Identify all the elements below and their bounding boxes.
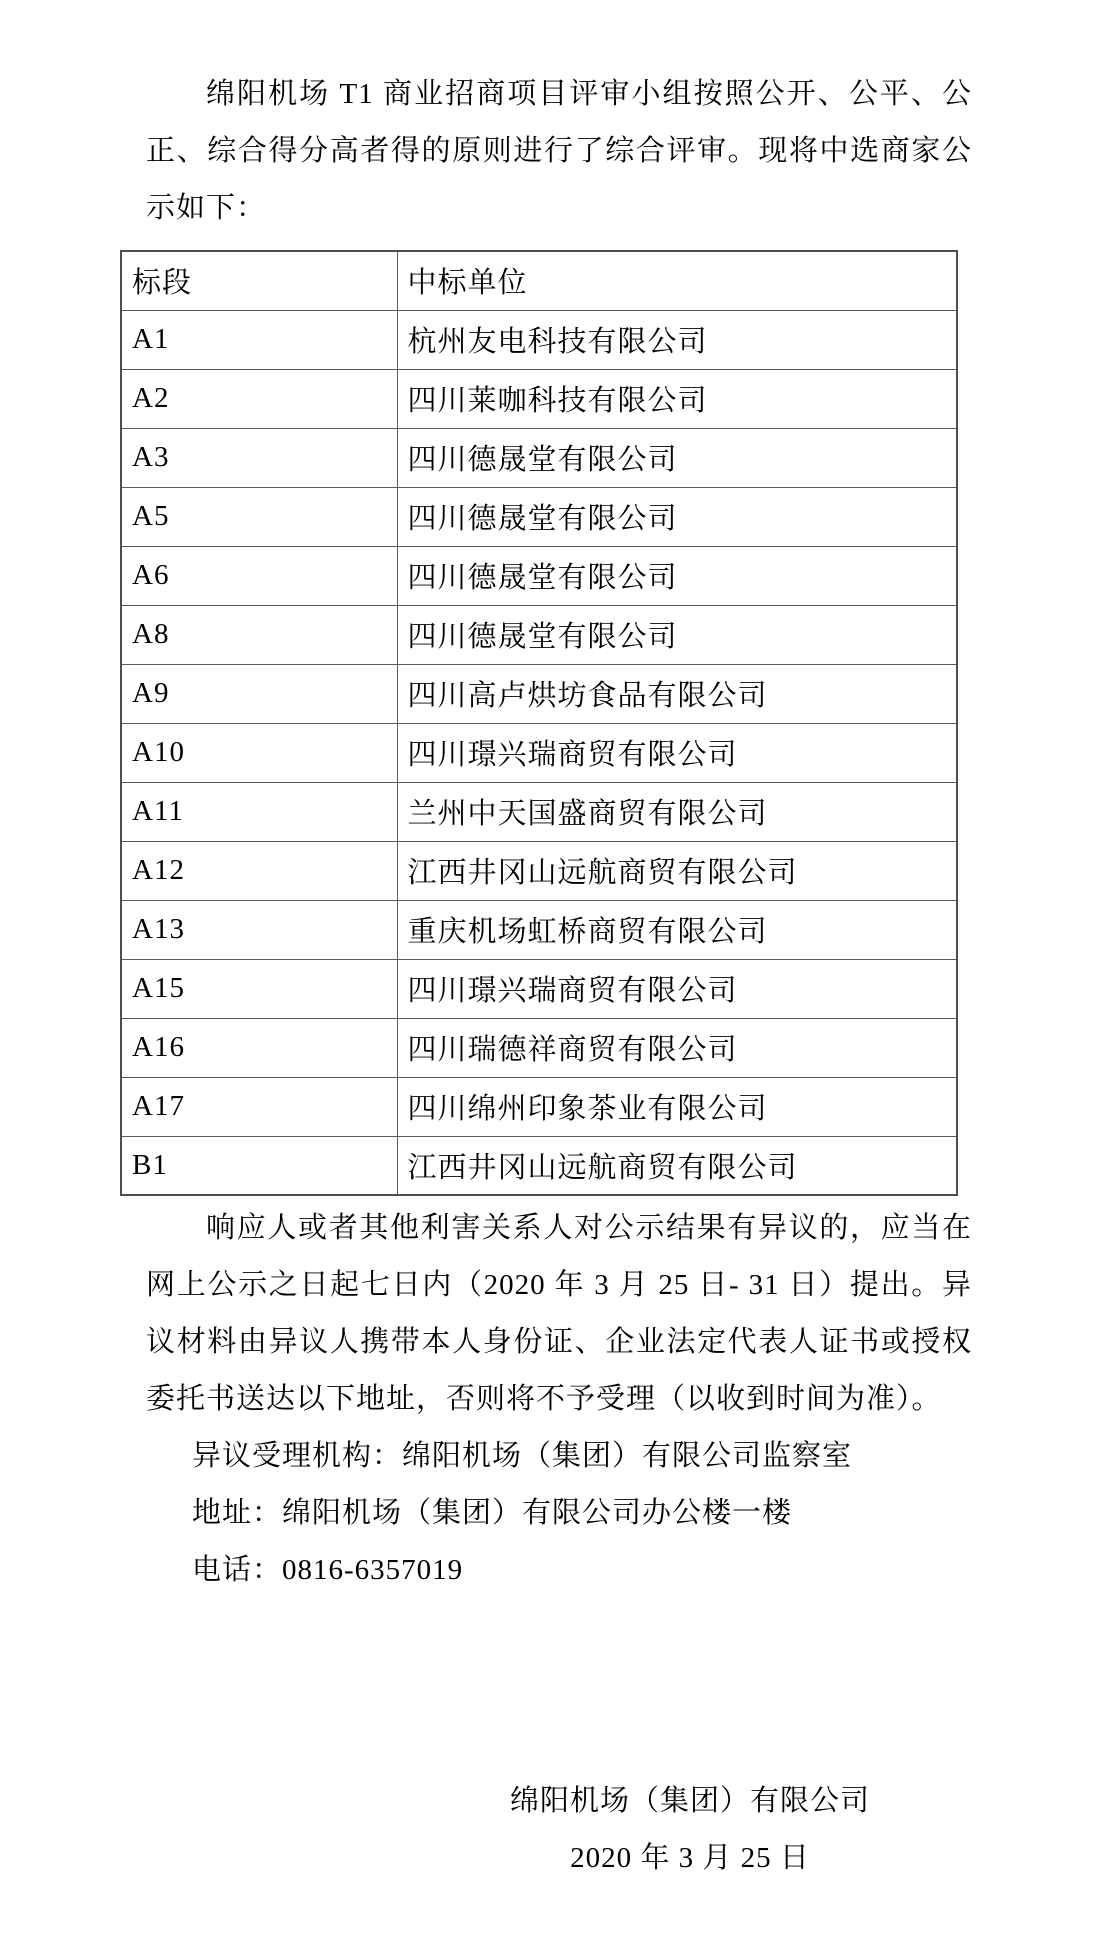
objection-address-line: 地址：绵阳机场（集团）有限公司办公楼一楼: [192, 1497, 793, 1529]
section-cell: A5: [121, 487, 397, 546]
section-cell: A16: [121, 1018, 397, 1077]
winner-cell: 江西井冈山远航商贸有限公司: [397, 841, 957, 900]
section-cell: A9: [121, 664, 397, 723]
winner-cell: 四川璟兴瑞商贸有限公司: [397, 959, 957, 1018]
section-cell: A11: [121, 782, 397, 841]
table-row: [121, 1077, 957, 1136]
table-row: [121, 428, 957, 487]
signature-date: 2020 年 3 月 25 日: [570, 1842, 810, 1874]
winner-cell: 四川德晟堂有限公司: [397, 605, 957, 664]
column-header-winner: 中标单位: [397, 251, 957, 310]
table-row: [121, 1136, 957, 1195]
table-row: [121, 723, 957, 782]
section-cell: A13: [121, 900, 397, 959]
winner-cell: 四川莱咖科技有限公司: [397, 369, 957, 428]
winner-cell: 四川高卢烘坊食品有限公司: [397, 664, 957, 723]
table-row: [121, 1018, 957, 1077]
section-cell: A1: [121, 310, 397, 369]
objection-agency-line: 异议受理机构：绵阳机场（集团）有限公司监察室: [192, 1440, 853, 1472]
table-row: [121, 369, 957, 428]
winner-cell: 四川德晟堂有限公司: [397, 546, 957, 605]
section-cell: A12: [121, 841, 397, 900]
signature-block: [400, 1773, 980, 1887]
objection-phone-line: 电话：0816-6357019: [192, 1554, 464, 1586]
section-cell: A10: [121, 723, 397, 782]
intro-paragraph: 绵阳机场 T1 商业招商项目评审小组按照公开、公平、公正、综合得分高者得的原则进行了综合评审。现将中选商家公示如下：: [146, 78, 972, 224]
section-cell: A6: [121, 546, 397, 605]
objection-paragraph: 响应人或者其他利害关系人对公示结果有异议的，应当在网上公示之日起七日内（2020 年 3 月 25 日- 31 日）提出。异议材料由异议人携带本人身份证、企业法定代表人证书或授权委托书送达以下地址，否则将不予受理（以收到时间为准）。: [146, 1212, 972, 1415]
winner-cell: 四川绵州印象茶业有限公司: [397, 1077, 957, 1136]
table-row: [121, 959, 957, 1018]
winner-cell: 四川德晟堂有限公司: [397, 487, 957, 546]
section-cell: A3: [121, 428, 397, 487]
section-cell: B1: [121, 1136, 397, 1195]
award-table: [120, 250, 958, 1196]
table-row: [121, 546, 957, 605]
section-cell: A15: [121, 959, 397, 1018]
signature-company: 绵阳机场（集团）有限公司: [509, 1785, 870, 1817]
table-row: [121, 664, 957, 723]
table-row: [121, 487, 957, 546]
winner-cell: 重庆机场虹桥商贸有限公司: [397, 900, 957, 959]
winner-cell: 杭州友电科技有限公司: [397, 310, 957, 369]
table-header-row: [121, 251, 957, 310]
winner-cell: 四川瑞德祥商贸有限公司: [397, 1018, 957, 1077]
table-row: [121, 605, 957, 664]
winner-cell: 江西井冈山远航商贸有限公司: [397, 1136, 957, 1195]
column-header-section: 标段: [121, 251, 397, 310]
table-row: [121, 900, 957, 959]
winner-cell: 兰州中天国盛商贸有限公司: [397, 782, 957, 841]
winner-cell: 四川德晟堂有限公司: [397, 428, 957, 487]
table-row: [121, 841, 957, 900]
winner-cell: 四川璟兴瑞商贸有限公司: [397, 723, 957, 782]
section-cell: A2: [121, 369, 397, 428]
table-row: [121, 782, 957, 841]
table-row: [121, 310, 957, 369]
section-cell: A17: [121, 1077, 397, 1136]
section-cell: A8: [121, 605, 397, 664]
